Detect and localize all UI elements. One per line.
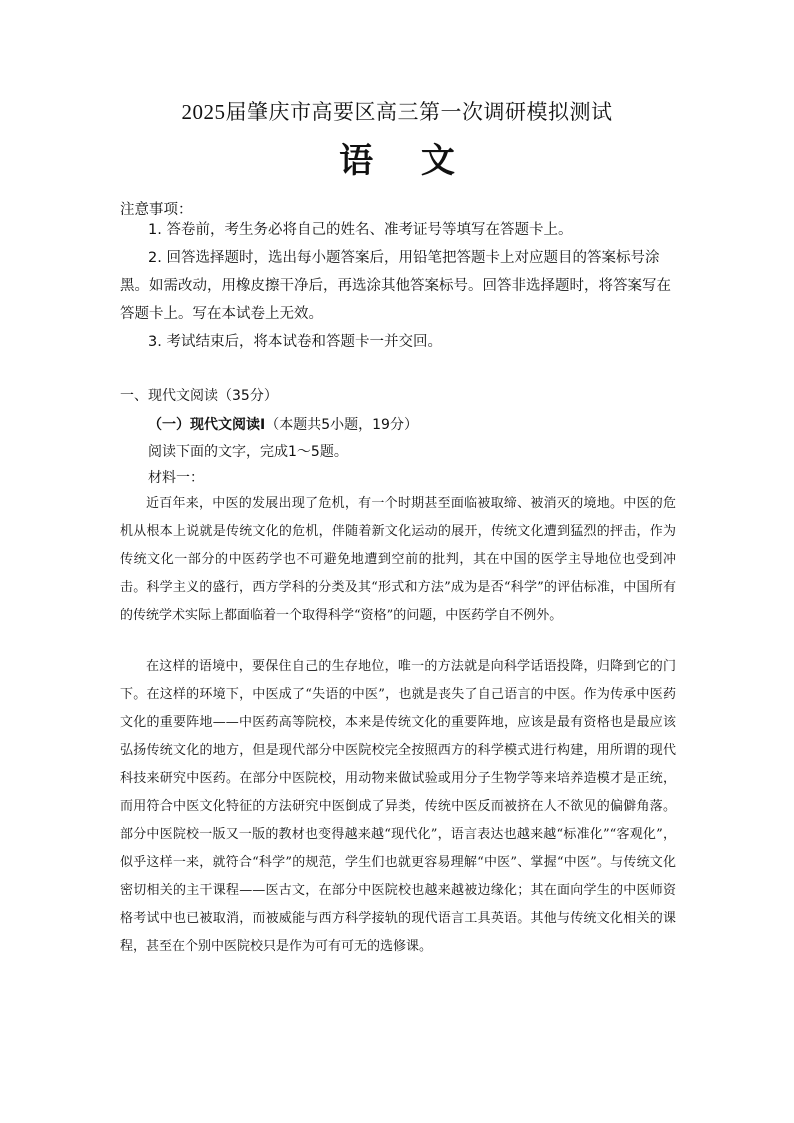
subsection-heading [148, 414, 418, 434]
notice-item: 1. 答卷前，考生务必将自己的姓名、准考证号等填写在答题卡上。 [148, 222, 573, 238]
passage [120, 653, 676, 961]
section-heading: 一、现代文阅读（35分） [120, 388, 278, 404]
notice-heading: 注意事项： [120, 202, 193, 218]
passage-paragraph: 近百年来，中医的发展出现了危机，有一个时期甚至面临被取缔、被消灭的境地。中医的危机从根本上说就是传统文化的危机，伴随着新文化运动的展开，传统文化遭到猛烈的抨击，作为传统文化一部分的中医药学也不可避免地遭到空前的批判，其在中国的医学主导地位也受到冲击。科学主义的盛行，西方学科的分类及其“形式和方法”成为是否“科学”的评估标准，中国所有的传统学术实际上都面临着一个取得科学“资格”的问题，中医药学自不例外。 [120, 496, 676, 623]
notice-item: 3. 考试结束后，将本试卷和答题卡一并交回。 [148, 334, 442, 350]
passage [120, 490, 676, 630]
notice-list [120, 216, 680, 356]
exam-title: 2025届肇庆市高要区高三第一次调研模拟测试 [181, 100, 613, 124]
passage-paragraph: 在这样的语境中，要保住自己的生存地位，唯一的方法就是向科学话语投降，归降到它的门下。在这样的环境下，中医成了“失语的中医”，也就是丧失了自己语言的中医。作为传承中医药文化的重要阵地——中医药高等院校，本来是传统文化的重要阵地，应该是最有资格也是最应该弘扬传统文化的地方，但是现代部分中医院校完全按照西方的科学模式进行构建，用所谓的现代科技来研究中医药。在部分中医院校，用动物来做试验或用分子生物学等来培养造模才是正统，而用符合中医文化特征的方法研究中医倒成了异类，传统中医反而被挤在人不欲见的偏僻角落。部分中医院校一版又一版的教材也变得越来越“现代化”，语言表达也越来越“标准化”“客观化”，似乎这样一来，就符合“科学”的规范，学生们也就更容易理解“中医”、掌握“中医”。与传统文化密切相关的主干课程——医古文，在部分中医院校也越来越被边缘化；其在面向学生的中医师资格考试中也已被取消，而被威能与西方科学接轨的现代语言工具英语。其他与传统文化相关的课程，甚至在个别中医院校只是作为可有可无的选修课。 [120, 659, 676, 954]
subsection-title: （一）现代文阅读Ⅰ [148, 417, 266, 433]
notice-item: 2. 回答选择题时，选出每小题答案后，用铅笔把答题卡上对应题目的答案标号涂黑。如需改动，用橡皮擦干净后，再选涂其他答案标号。回答非选择题时，将答案写在答题卡上。写在本试卷上无效。 [120, 250, 671, 322]
reading-instruction: 阅读下面的文字，完成1～5题。 [148, 444, 348, 460]
subject-title: 语 文 [339, 141, 473, 181]
material-label: 材料一： [148, 470, 204, 486]
subsection-note: （本题共5小题，19分） [265, 417, 418, 433]
